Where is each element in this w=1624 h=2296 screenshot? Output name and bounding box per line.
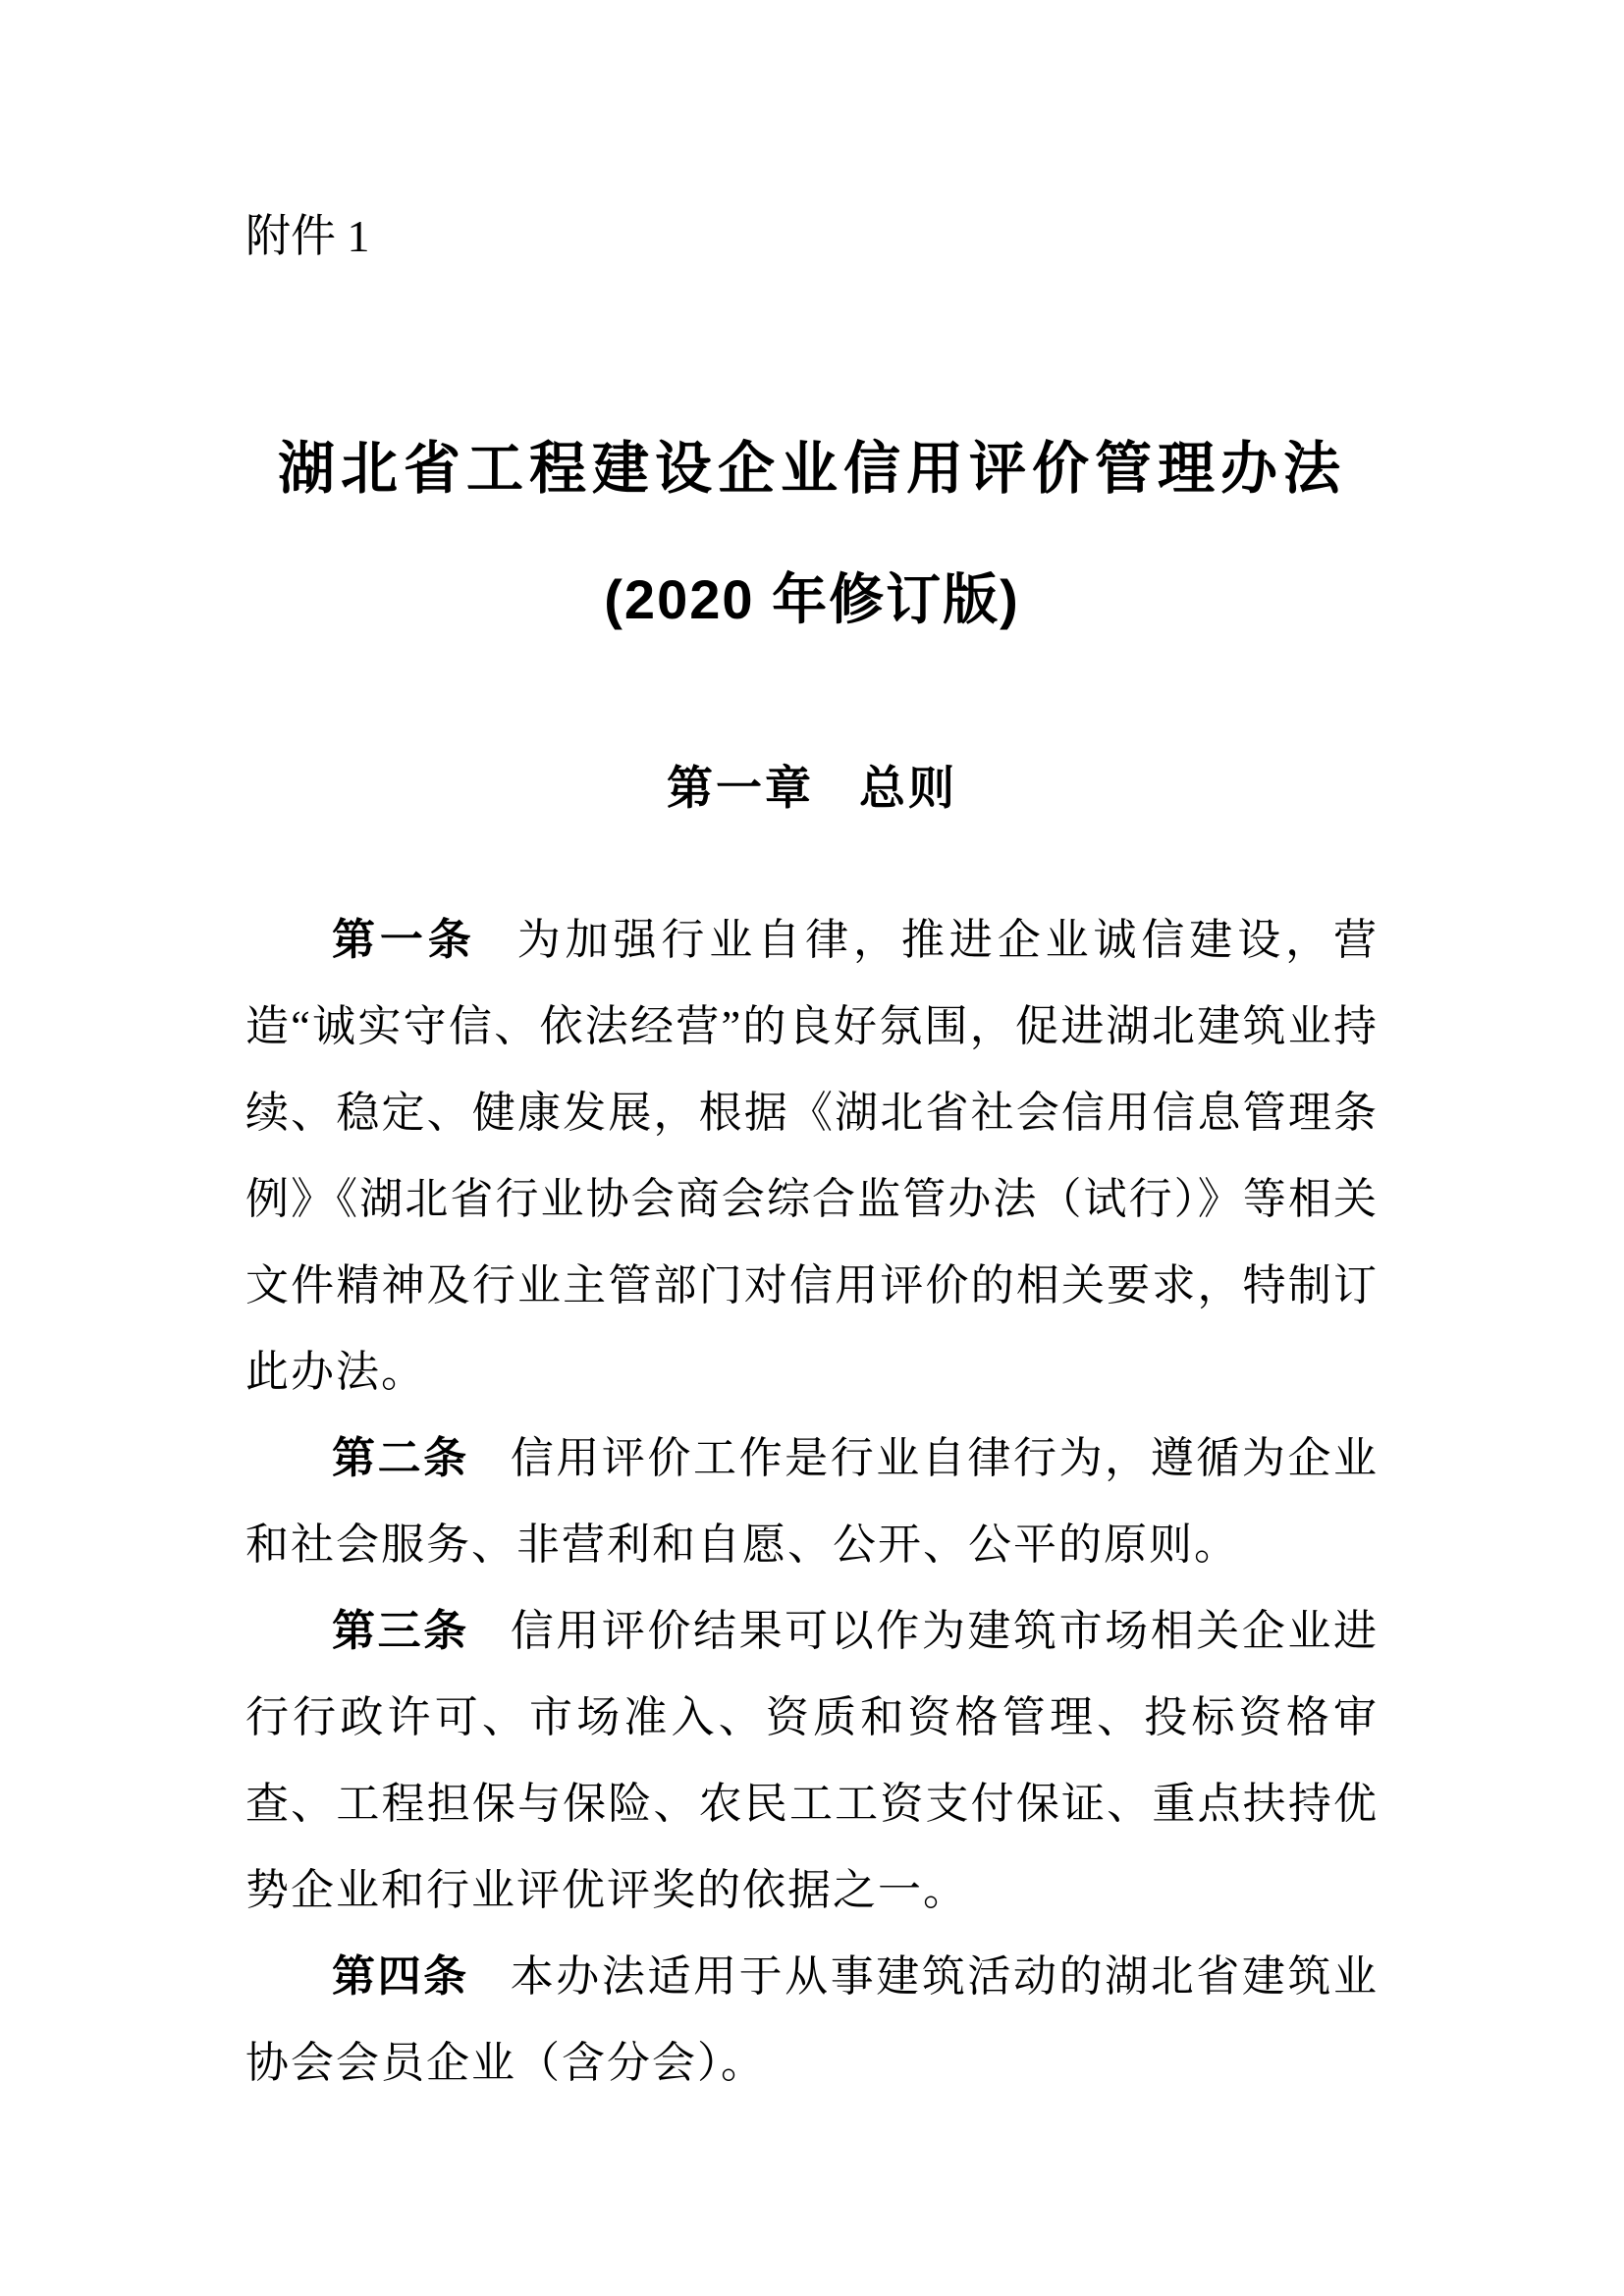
document-subtitle: (2020 年修订版) bbox=[604, 568, 1020, 630]
chapter-number: 第一章 bbox=[667, 764, 814, 815]
document-body bbox=[245, 897, 1379, 2107]
article-number: 第一条 bbox=[332, 916, 476, 964]
document-title: 湖北省工程建设企业信用评价管理办法 bbox=[277, 437, 1346, 501]
article-text: 为加强行业自律，推进企业诚信建设，营造“诚实守信、依法经营”的良好氛围，促进湖北建筑业持续、稳定、健康发展，根据《湖北省社会信用信息管理条例》《湖北省行业协会商会综合监管办法（试行）》等相关文件精神及行业主管部门对信用评价的相关要求，特制订此办法。 bbox=[245, 916, 1380, 1396]
article-text: 本办法适用于从事建筑活动的湖北省建筑业协会会员企业（含分会）。 bbox=[245, 1952, 1380, 2087]
article-text: 信用评价工作是行业自律行为，遵循为企业和社会服务、非营利和自愿、公开、公平的原则。 bbox=[245, 1434, 1380, 1569]
attachment-label: 附件 1 bbox=[245, 211, 370, 261]
article-paragraph bbox=[245, 1934, 1379, 2107]
chapter-title: 总则 bbox=[859, 764, 957, 815]
article-text: 信用评价结果可以作为建筑市场相关企业进行行政许可、市场准入、资质和资格管理、投标资格审查、工程担保与保险、农民工工资支付保证、重点扶持优势企业和行业评优评奖的依据之一。 bbox=[245, 1607, 1380, 1914]
article-paragraph bbox=[245, 897, 1379, 1415]
chapter-heading bbox=[0, 762, 1624, 817]
article-number: 第三条 bbox=[332, 1607, 469, 1655]
article-paragraph bbox=[245, 1588, 1379, 1934]
article-paragraph bbox=[245, 1415, 1379, 1588]
article-number: 第四条 bbox=[332, 1952, 469, 2001]
article-number: 第二条 bbox=[332, 1434, 469, 1482]
